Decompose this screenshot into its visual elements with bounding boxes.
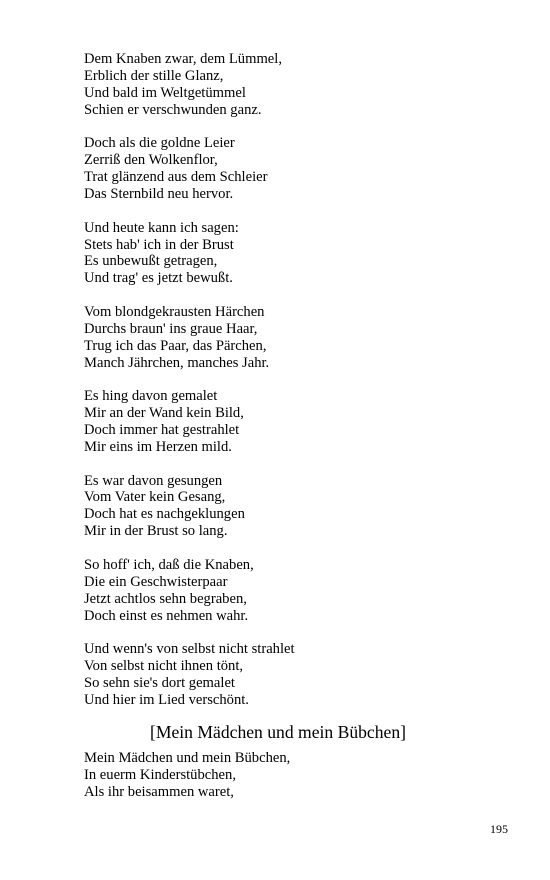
- verse-line: Mir an der Wand kein Bild,: [84, 405, 244, 422]
- verse-line: Mir in der Brust so lang.: [84, 523, 228, 540]
- verse-line: Doch als die goldne Leier: [84, 135, 235, 152]
- verse-line: Von selbst nicht ihnen tönt,: [84, 658, 244, 675]
- verse-line: So hoff' ich, daß die Knaben,: [84, 556, 254, 573]
- verse-line: Doch immer hat gestrahlet: [84, 422, 240, 439]
- verse-line: Es hing davon gemalet: [84, 388, 218, 405]
- stanza: [84, 557, 504, 625]
- stanza: [84, 750, 504, 801]
- verse-line: Erblich der stille Glanz,: [84, 67, 224, 84]
- verse-line: Und heute kann ich sagen:: [84, 219, 239, 236]
- verse-line: Doch hat es nachgeklungen: [84, 506, 245, 523]
- stanza: [84, 135, 504, 203]
- poem-text: [84, 51, 504, 801]
- verse-line: Trat glänzend aus dem Schleier: [84, 169, 268, 186]
- verse-line: In euerm Kinderstübchen,: [84, 766, 236, 783]
- verse-line: Jetzt achtlos sehn begraben,: [84, 590, 247, 607]
- page-number: 195: [490, 822, 508, 836]
- stanza: [84, 388, 504, 456]
- verse-line: Und hier im Lied verschönt.: [84, 691, 249, 708]
- verse-line: Durchs braun' ins graue Haar,: [84, 320, 258, 337]
- verse-line: Dem Knaben zwar, dem Lümmel,: [84, 51, 282, 67]
- verse-line: Doch einst es nehmen wahr.: [84, 607, 249, 624]
- verse-line: Manch Jährchen, manches Jahr.: [84, 354, 270, 371]
- verse-line: Stets hab' ich in der Brust: [84, 236, 234, 253]
- verse-line: Vom Vater kein Gesang,: [84, 489, 226, 506]
- verse-line: Zerriß den Wolkenflor,: [84, 152, 218, 169]
- stanza: [84, 51, 504, 119]
- verse-line: Und wenn's von selbst nicht strahlet: [84, 641, 295, 658]
- verse-line: Und bald im Weltgetümmel: [84, 84, 246, 101]
- verse-line: Die ein Geschwisterpaar: [84, 573, 228, 590]
- stanza: [84, 473, 504, 541]
- verse-line: Und trag' es jetzt bewußt.: [84, 270, 233, 287]
- poem-title: [Mein Mädchen und mein Bübchen]: [149, 721, 407, 742]
- verse-line: Das Sternbild neu hervor.: [84, 186, 234, 203]
- stanza: [84, 220, 504, 288]
- verse-line: Schien er verschwunden ganz.: [84, 101, 262, 118]
- stanza: [84, 641, 504, 709]
- verse-line: Es unbewußt getragen,: [84, 253, 218, 270]
- stanza: [84, 304, 504, 372]
- verse-line: Trug ich das Paar, das Pärchen,: [84, 337, 267, 354]
- verse-line: So sehn sie's dort gemalet: [84, 675, 235, 691]
- verse-line: Als ihr beisammen waret,: [84, 783, 234, 800]
- verse-line: Mir eins im Herzen mild.: [84, 438, 232, 455]
- verse-line: Vom blondgekrausten Härchen: [84, 303, 265, 320]
- verse-line: Es war davon gesungen: [84, 472, 223, 489]
- verse-line: Mein Mädchen und mein Bübchen,: [84, 749, 291, 766]
